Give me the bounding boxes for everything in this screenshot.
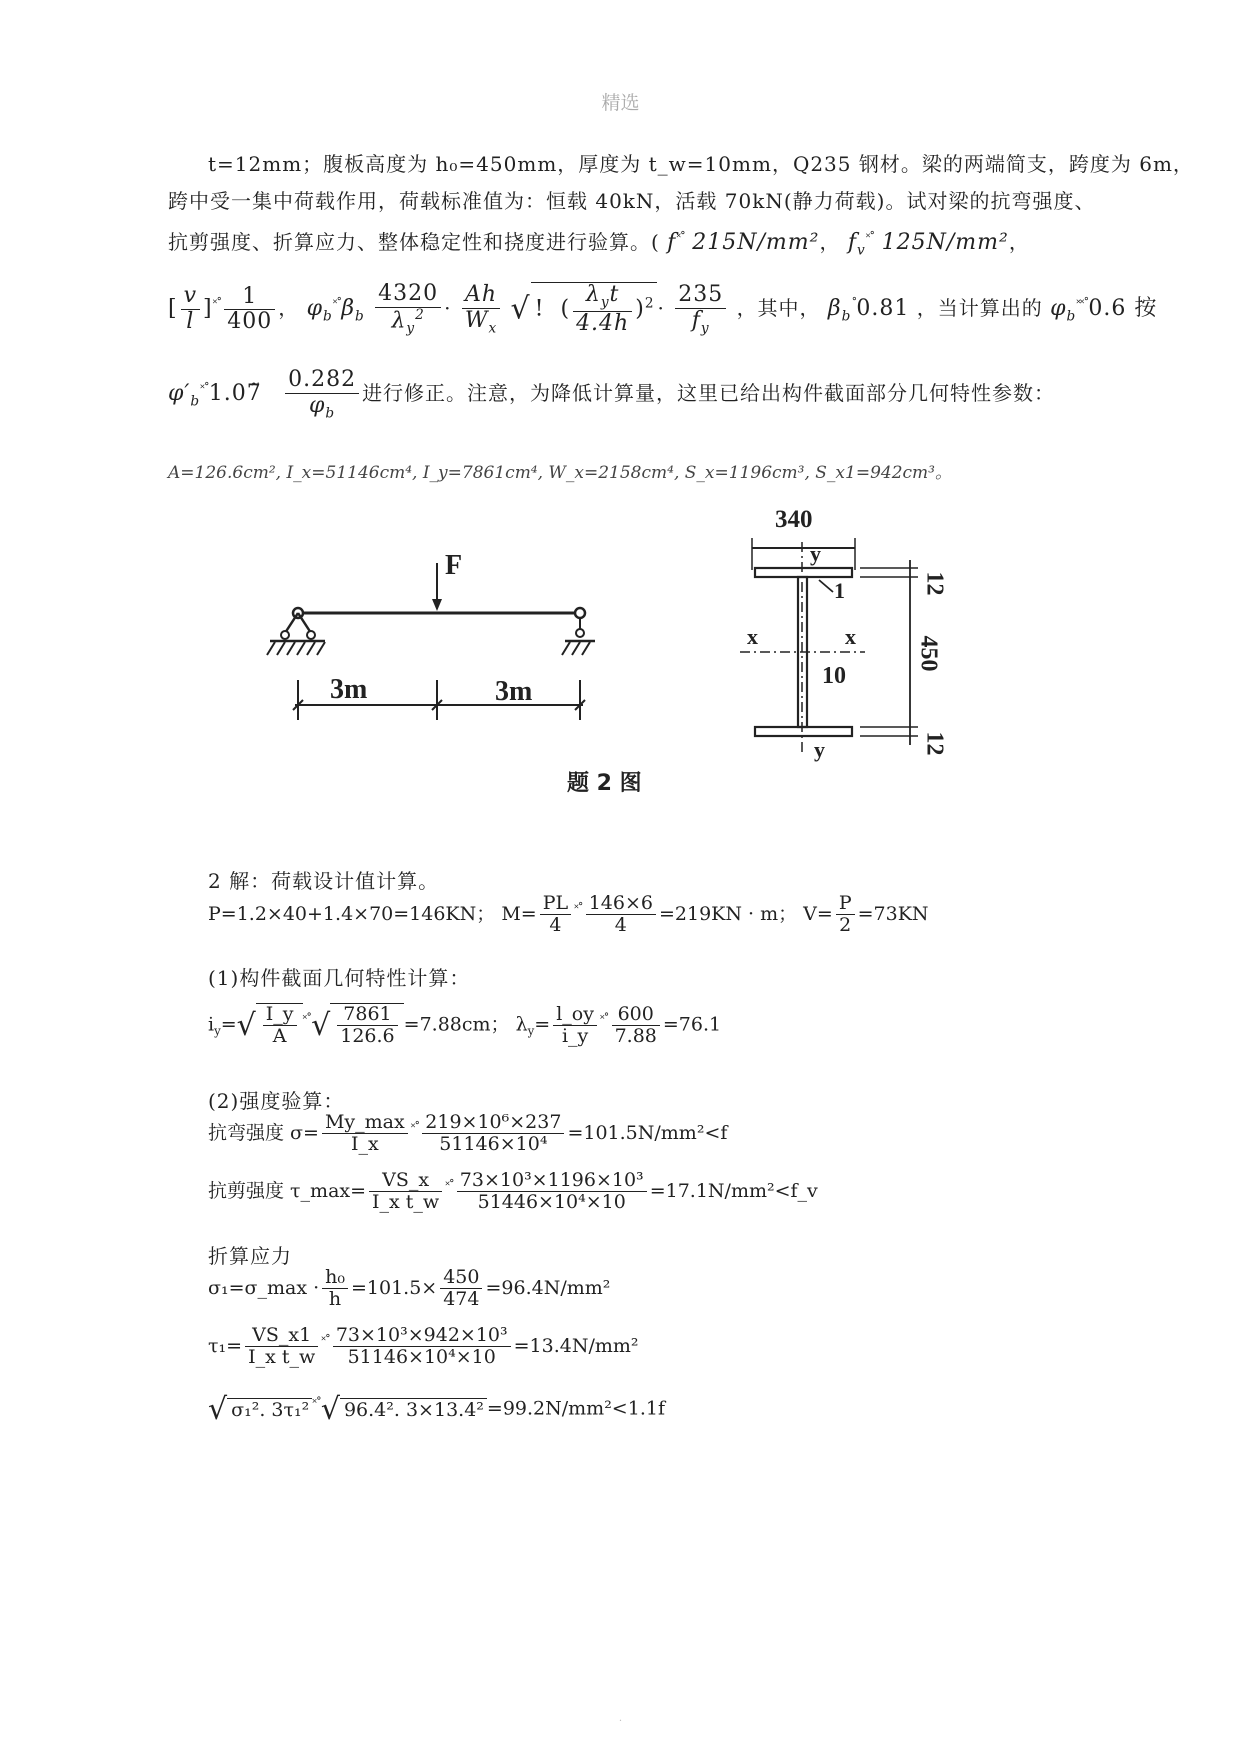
v-label: V= [803,902,833,925]
combined-radicand-2: 96.4². 3×13.4² [340,1398,487,1421]
m-result: =219KN · m； [658,902,798,925]
bending-label: 抗弯强度 σ= [208,1121,319,1144]
f-symbol: f [667,230,677,255]
phi-prime-num: 0.282 [285,368,359,394]
bottom-flange [755,727,852,736]
shear-result: =17.1N/mm²<f_v [649,1179,818,1202]
sqrt-term: √ ! ( $\frac{\lambda_yt}{4.4h}$ )$^2$ [511,296,658,321]
dim-top-label: 12 [921,571,948,596]
lambda-result: =76.1 [662,1013,722,1036]
shear-label: 抗剪强度 τ_max= [208,1179,367,1202]
iy-label: i [208,1013,215,1036]
section-width-label: 340 [775,506,813,533]
deflection-num: 1 [224,285,275,311]
f-value: 215N/mm² [692,230,820,255]
phi-num: 4320 [375,282,441,308]
combined-radicand-1: σ₁². 3τ₁² [227,1398,312,1421]
span-left-label: 3m [330,674,368,705]
footer-mark: . [618,1713,623,1724]
sigma1-line: σ₁=σ_max · $\frac{\text{h₀}}{h}$ =101.5× $\frac{450}{474}$ =96.4N/mm² [208,1266,611,1311]
load-label: F [445,550,463,581]
problem-line-1: t=12mm；腹板高度为 h₀=450mm，厚度为 t_w=10mm，Q235 钢材。梁的两端简支，跨度为 6m， [208,152,1194,176]
axis-x-left-label: x [747,624,758,649]
watermark: 精选 [601,92,640,114]
combined-result: =99.2N/mm²<1.1f [486,1397,665,1420]
beta-value: 0.81 [856,296,910,322]
axis-x-right-label: x [845,624,856,649]
phi-prime-tail: 进行修正。注意，为降低计算量，这里已给出构件截面部分几何特性参数： [362,381,1056,406]
section-2-title: (2)强度验算： [208,1089,345,1113]
combined-stress-line: √ σ₁². 3τ₁² ˟˚√ 96.4². 3×13.4² =99.2N/mm²<1.1f [208,1392,665,1427]
sigma1-label: σ₁=σ_max · [208,1276,320,1299]
beam-diagram [255,545,615,725]
bending-strength-line: 抗弯强度 σ= $\frac{My\_\max}{I\_x}$ ˟˚ $\frac{\text{219×10⁶×237}}{\text{51146×10⁴}}$ =101.5N/mm²<f [208,1111,728,1156]
stability-formula-line: [ $\frac{v}{l}$ ]˟˚ $\frac{1}{400}$ ， $\varphi_b^{˟˚}\beta_b$ $\frac{4320}{\lambda_y^2}$ · $\frac{Ah}{W_x}$ √ ! ( $\frac{\lambda_yt}{4.4h}$ )$^2$ · $\frac{235}{f_y}$ ，其中， $\beta_b^˚0.81$ ，当计算出的 $\varphi_b^{˟˟˚}0.6$ 按 [168,281,1158,337]
lambda-label: λ [515,1013,528,1036]
phi-prime-symbol: $\varphi'_b$ [168,381,201,410]
v-result: =73KN [857,902,929,925]
equals-glyph: ˟˚ [676,230,685,245]
top-flange [755,568,852,577]
tau1-result: =13.4N/mm² [513,1334,639,1357]
axis-y-bottom-label: y [814,737,825,762]
span-right-label: 3m [495,676,533,707]
deflection-bracket: [ $\frac{v}{l}$ ] [168,283,213,334]
m-label: M= [501,902,537,925]
iy-result: =7.88cm； [403,1013,510,1036]
section-params: A=126.6cm², I_x=51146cm⁴, I_y=7861cm⁴, W_x=2158cm⁴, S_x=1196cm³, S_x1=942cm³。 [168,463,952,483]
bending-result: =101.5N/mm²<f [567,1121,728,1144]
shear-strength-line: 抗剪强度 τ_max= $\frac{VS\_x}{\text{I\_x t\_w}}$ ˟˚ $\frac{\text{73×10³×1196×10³}}{\text{51446×10⁴×10}}$ =17.1N/mm²<f_v [208,1169,818,1214]
section-1-title: (1)构件截面几何特性计算： [208,966,471,990]
phi-b-symbol: $\varphi_b$ [306,296,333,325]
problem-line-3: 抗剪强度、折算应力、整体稳定性和挠度进行验算。( f˟˚ 215N/mm²， $f_v^{˟˚}$ 125N/mm²， [168,230,1030,259]
dim-bottom-label: 12 [921,731,948,756]
sigma1-mid: =101.5× [350,1276,438,1299]
formula-tail-text: ，当计算出的 [916,296,1043,321]
axis-y-top-label: y [810,541,821,566]
load-calc-line: P=1.2×40+1.4×70=146KN； M= $\frac{PL}{4}$ ˟˚ $\frac{146\times 6}{4}$ =219KN · m； V= $\frac{P}{2}$ =73KN [208,892,929,937]
phi-prime-const: 1.07 [208,381,262,407]
load-arrow-head [432,599,442,611]
ah-num: Ah [462,283,500,309]
phi-prime-line: $\varphi'_b^{˟˚}1.07$ $\frac{0.282}{\varphi_b}$ 进行修正。注意，为降低计算量，这里已给出构件截面部分几何特性参数： [168,367,1056,422]
dim-height-label: 450 [915,635,942,672]
geometry-calc-line: $i_y=√$ $\frac{I\_y}{A}$ ˟˚√ $\frac{7861}{126.6}$ =7.88cm； $\lambda_y=$ $\frac{l\_oy}{i\_y}$ ˟˚ $\frac{600}{7.88}$ =76.1 [208,1002,722,1048]
fv-symbol: $f_v$ [847,230,866,259]
tau1-label: τ₁= [208,1334,243,1357]
fv-value: 125N/mm² [881,230,1009,255]
beta-symbol: $\beta_b$ [827,296,852,325]
steel-num: 235 [675,283,726,309]
tau1-line: τ₁= $\frac{VS\_x1}{\text{I\_x t\_w}}$ ˟˚ $\frac{\text{73×10³×942×10³}}{\text{51146×10⁴×10}}$ =13.4N/mm² [208,1324,639,1369]
section-3-title: 折算应力 [208,1244,292,1268]
equals-glyph: ˟˚ [865,230,875,245]
flange-mark-label: 1 [834,578,845,603]
problem-line-3-text: 抗剪强度、折算应力、整体稳定性和挠度进行验算。( [168,230,660,254]
problem-line-2: 跨中受一集中荷载作用，荷载标准值为：恒载 40kN，活载 70kN(静力荷载)。试对梁的抗弯强度、 [168,189,1096,213]
solution-title: 2 解：荷载设计值计算。 [208,869,440,893]
deflection-den: 400 [227,309,273,335]
web-thickness-label: 10 [822,663,846,689]
sigma1-result: =96.4N/mm² [485,1276,611,1299]
phi-limit: 0.6 按 [1088,296,1158,322]
formula-mid-text: ，其中， [736,296,821,321]
figure-caption: 题 2 图 [567,771,642,796]
p-line: P=1.2×40+1.4×70=146KN； [208,902,496,925]
